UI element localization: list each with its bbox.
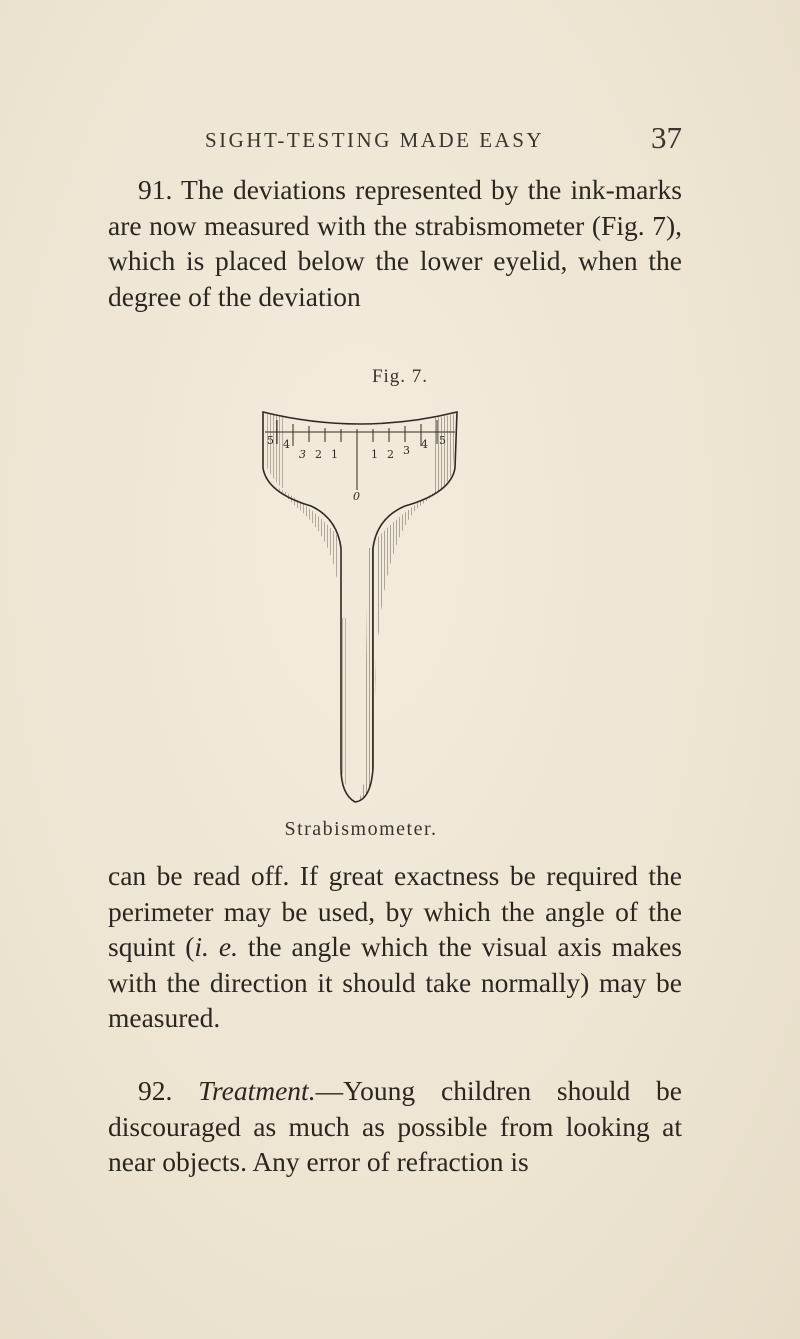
- figure-label: Fig. 7.: [371, 366, 429, 387]
- em-dash: —: [315, 1075, 344, 1106]
- paragraph-number: 91.: [138, 174, 173, 205]
- scale-right-2: 2: [387, 448, 394, 461]
- paragraph-92: [108, 1073, 682, 1180]
- ie-abbreviation: i. e.: [194, 931, 238, 962]
- strabismometer-figure: [255, 398, 465, 808]
- scale-left-4: 4: [283, 438, 290, 451]
- scale-left-3: 3: [299, 448, 306, 461]
- paragraph-text: The deviations represented by the ink-marks are now measured with the strabismometer (Fig. 7), which is placed below the lower eyelid, when the degree of the deviation: [108, 174, 682, 312]
- scale-left-1: 1: [331, 448, 338, 461]
- figure-caption: Strabismometer.: [284, 818, 438, 840]
- scale-left-2: 2: [315, 448, 322, 461]
- paragraph-number: 92.: [138, 1075, 173, 1106]
- section-heading: Treatment.: [198, 1075, 316, 1106]
- paragraph-text-after: the angle which the visual axis makes with the direction it should take normally) may be measured.: [108, 931, 682, 1033]
- scale-right-3: 3: [403, 444, 410, 457]
- page-number: 37: [651, 120, 682, 155]
- paragraph-text: can be read off. If great exactness be required the perimeter may be used, by which the angle of the squint (: [108, 860, 682, 962]
- paragraph-91: [108, 172, 682, 314]
- running-title: SIGHT-TESTING MADE EASY: [205, 128, 545, 152]
- scale-left-5: 5: [267, 434, 274, 447]
- scale-right-5: 5: [439, 434, 446, 447]
- paragraph-continuation: [108, 858, 682, 1036]
- scale-right-4: 4: [421, 438, 428, 451]
- instrument-outline: [263, 412, 457, 802]
- scale-zero: 0: [353, 490, 360, 503]
- paragraph-text: Young children should be discouraged as much as possible from looking at near objects. Any error of refraction is: [108, 1075, 682, 1177]
- scale-right-1: 1: [371, 448, 378, 461]
